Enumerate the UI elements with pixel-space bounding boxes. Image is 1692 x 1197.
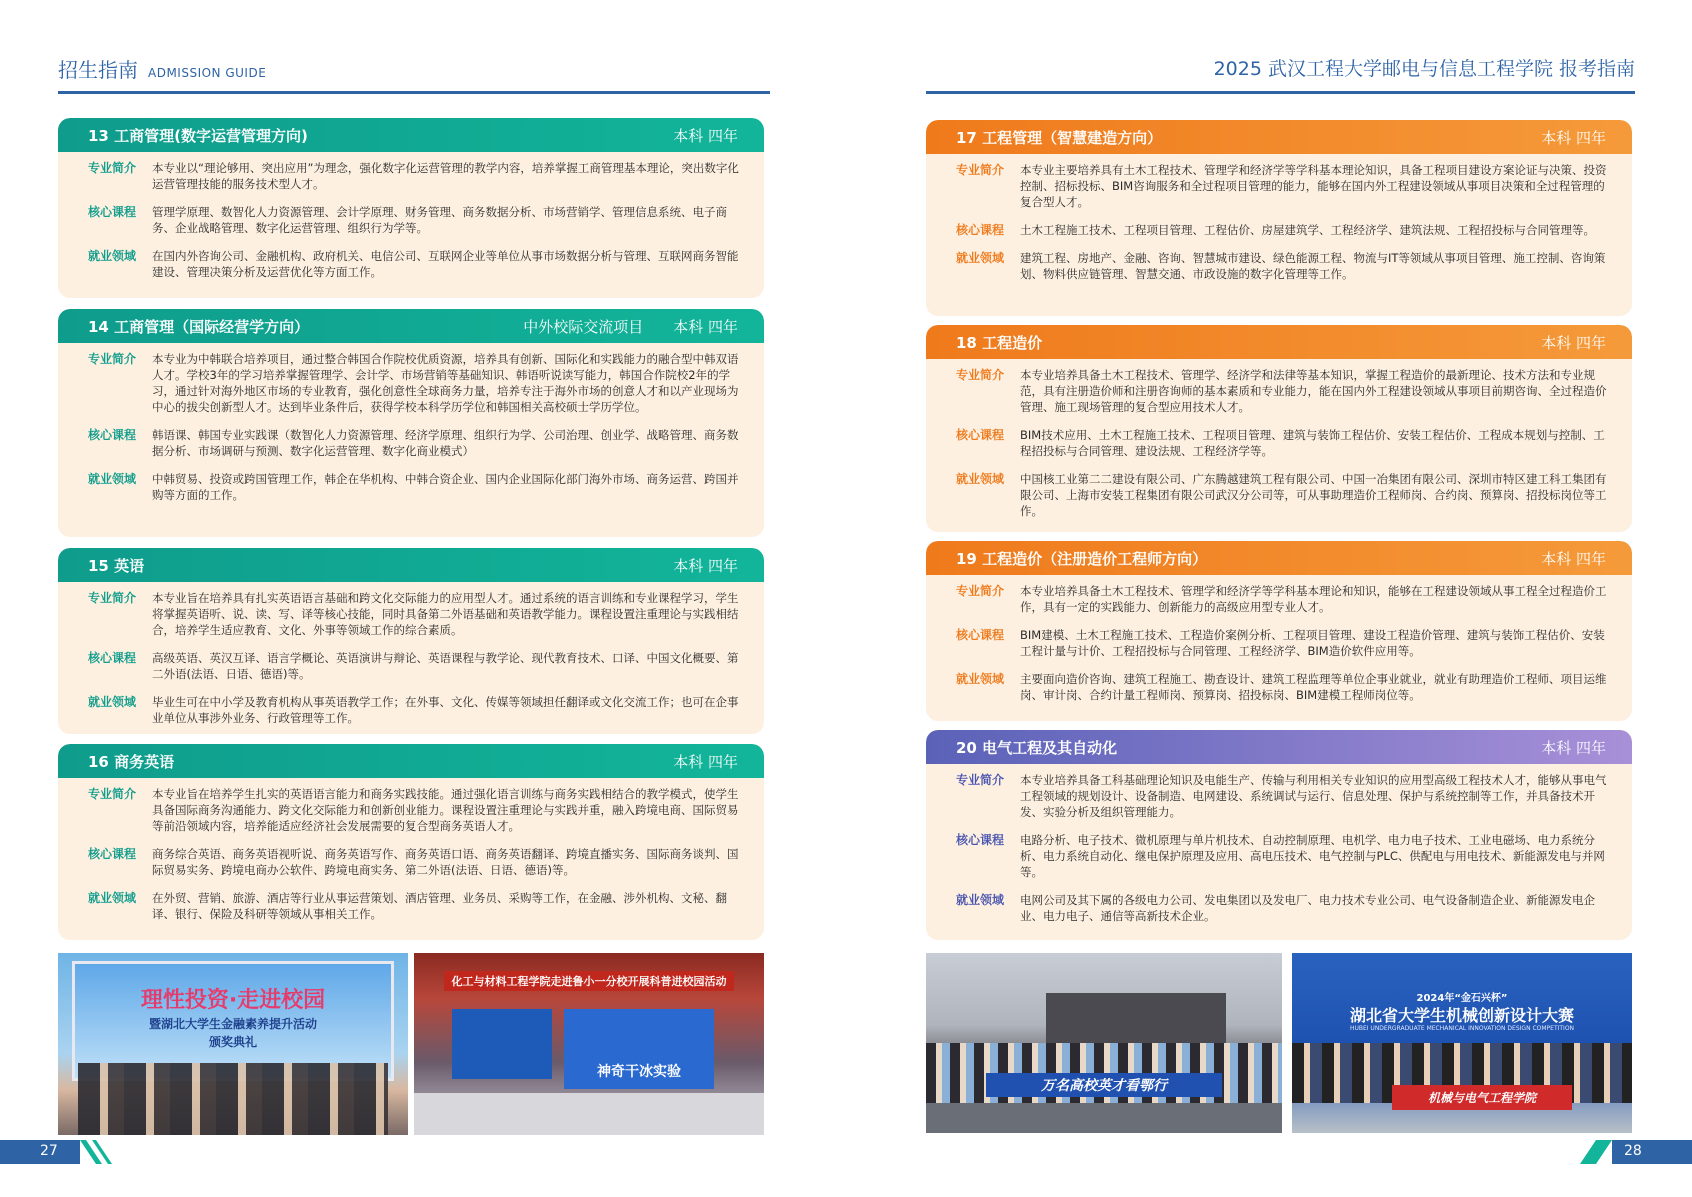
career-row xyxy=(88,694,740,726)
courses-text: BIM技术应用、土木工程施工技术、工程项目管理、建筑与装饰工程估价、安装工程估价、工程成本规划与控制、工程招投标与合同管理、建设法规、工程经济学等。 xyxy=(1020,428,1605,458)
left-header-title: 招生指南 xyxy=(58,58,138,82)
intro-label: 专业简介 xyxy=(88,161,137,175)
intro-text: 本专业主要培养具有土木工程技术、管理学和经济学等学科基本理论知识，具备工程项目建设方案论证与决策、投资控制、招标投标、BIM咨询服务和全过程项目管理的能力，能够在国内外工程建设领域从事项目决策和全过程管理的复合型人才。 xyxy=(1020,163,1607,209)
career-label: 就业领域 xyxy=(88,695,137,709)
career-text: 电网公司及其下属的各级电力公司、发电集团以及发电厂、电力技术专业公司、电气设备制造企业、新能源发电企业、电力电子、通信等高新技术企业。 xyxy=(1020,893,1595,923)
major-level: 本科 四年 xyxy=(673,126,738,145)
intro-text: 本专业旨在培养具有扎实英语语言基础和跨文化交际能力的应用型人才。通过系统的语言训练和专业课程学习，学生将掌握英语听、说、读、写、译等核心技能，同时具备第二外语基础和英语教学能力。课程设置注重理论与实践相结合，培养学生适应教育、文化、外事等领域工作的综合素质。 xyxy=(152,591,739,637)
courses-label: 核心课程 xyxy=(956,628,1005,642)
major-level: 本科 四年 xyxy=(673,752,738,771)
intro-row xyxy=(956,162,1608,210)
intro-text: 本专业为中韩联合培养项目，通过整合韩国合作院校优质资源，培养具有创新、国际化和实践能力的融合型中韩双语人才。学校3年的学习培养掌握管理学、会计学、市场营销等基础知识、韩语听说读写能力，韩国合作院校2年的学习，通过针对海外地区市场的专业教育，强化创意性全球商务力量，培养专注于海外市场的创意人才和以产业现场为中心的拔尖创新型人才。达到毕业条件后，获得学校本科学历学位和韩国相关高校硕士学历学位。 xyxy=(152,352,739,414)
event-photo-competition xyxy=(1292,953,1632,1133)
intro-text: 本专业培养具备土木工程技术、管理学和经济学等学科基本理论和知识，能够在工程建设领域从事工程全过程造价工作，具有一定的实践能力、创新能力的高级应用型专业人才。 xyxy=(1020,584,1607,614)
courses-row xyxy=(956,222,1608,238)
career-label: 就业领域 xyxy=(956,251,1005,265)
courses-text: 电路分析、电子技术、微机原理与单片机技术、自动控制原理、电机学、电力电子技术、工业电磁场、电力系统分析、电力系统自动化、继电保护原理及应用、高电压技术、电气控制与PLC、供配电与用电技术、新能源发电与并网等。 xyxy=(1020,833,1605,879)
career-row xyxy=(956,892,1608,924)
major-title-bar xyxy=(58,548,764,582)
intro-row xyxy=(88,590,740,638)
major-program-tag: 中外校际交流项目 xyxy=(523,317,644,336)
intro-text: 本专业培养具备土木工程技术、管理学、经济学和法律等基本知识，掌握工程造价的最新理论、技术方法和专业规范，具有注册造价师和注册咨询师的基本素质和专业能力，能在国内外工程建设领域从事项目前期咨询、全过程造价管理、施工现场管理的复合型应用技术人才。 xyxy=(1020,368,1607,414)
right-header-title: 2025 武汉工程大学邮电与信息工程学院 报考指南 xyxy=(1213,58,1635,80)
courses-row xyxy=(956,627,1608,659)
intro-row xyxy=(88,351,740,415)
courses-row xyxy=(88,427,740,459)
intro-label: 专业简介 xyxy=(88,352,137,366)
intro-row xyxy=(956,367,1608,415)
major-title-bar xyxy=(926,730,1632,764)
career-row xyxy=(956,250,1608,282)
courses-label: 核心课程 xyxy=(956,833,1005,847)
right-page xyxy=(846,0,1692,1197)
page-number-right: 28 xyxy=(1624,1143,1642,1159)
left-header-subtitle: ADMISSION GUIDE xyxy=(148,66,267,80)
major-level: 本科 四年 xyxy=(1541,333,1606,352)
major-title: 14 工商管理（国际经营学方向） xyxy=(88,317,310,336)
intro-label: 专业简介 xyxy=(956,163,1005,177)
career-label: 就业领域 xyxy=(88,472,137,486)
career-row xyxy=(88,471,740,503)
career-text: 主要面向造价咨询、建筑工程施工、勘查设计、建筑工程监理等单位企事业就业，就业有助理造价工程师、项目运维岗、审计岗、合约计量工程师岗、预算岗、招投标岗、BIM建模工程师岗位等。 xyxy=(1020,672,1607,702)
courses-label: 核心课程 xyxy=(956,223,1005,237)
intro-text: 本专业以“理论够用、突出应用”为理念，强化数字化运营管理的教学内容，培养掌握工商管理基本理论，突出数字化运营管理技能的服务技术型人才。 xyxy=(152,161,739,191)
courses-text: 商务综合英语、商务英语视听说、商务英语写作、商务英语口语、商务英语翻译、跨境直播实务、国际商务谈判、国际贸易实务、跨境电商办公软件、跨境电商实务、第二外语(法语、日语、德语)等。 xyxy=(152,847,739,877)
career-label: 就业领域 xyxy=(88,891,137,905)
career-text: 建筑工程、房地产、金融、咨询、智慧城市建设、绿色能源工程、物流与IT等领域从事项目管理、施工控制、咨询策划、物料供应链管理、智慧交通、市政设施的数字化管理等工作。 xyxy=(1020,251,1606,281)
career-label: 就业领域 xyxy=(956,472,1005,486)
career-text: 毕业生可在中小学及教育机构从事英语教学工作；在外事、文化、传媒等领域担任翻译或文化交流工作；也可在企事业单位从事涉外业务、行政管理等工作。 xyxy=(152,695,739,725)
photo-flag: 机械与电气工程学院 xyxy=(1392,1085,1572,1110)
major-title-bar xyxy=(926,120,1632,154)
page-number-left: 27 xyxy=(40,1143,58,1159)
career-row xyxy=(956,671,1608,703)
major-title: 20 电气工程及其自动化 xyxy=(956,738,1118,757)
event-photo-finance xyxy=(58,953,408,1135)
intro-label: 专业简介 xyxy=(956,773,1005,787)
courses-text: 韩语课、韩国专业实践课（数智化人力资源管理、经济学原理、组织行为学、公司治理、创业学、战略管理、商务数据分析、市场调研与预测、数字化运营管理、数字化商业模式） xyxy=(152,428,739,458)
photo-banner: 万名高校英才看鄂行 xyxy=(986,1073,1222,1097)
major-title: 15 英语 xyxy=(88,556,145,575)
courses-row xyxy=(88,846,740,878)
intro-row xyxy=(956,583,1608,615)
career-text: 在国内外咨询公司、金融机构、政府机关、电信公司、互联网企业等单位从事市场数据分析与管理、互联网商务智能建设、管理决策分析及运营优化等方面工作。 xyxy=(152,249,739,279)
intro-row xyxy=(88,786,740,834)
intro-text: 本专业旨在培养学生扎实的英语语言能力和商务实践技能。通过强化语言训练与商务实践相结合的教学模式，使学生具备国际商务沟通能力、跨文化交际能力和创新创业能力。课程设置注重理论与实践并重，融入跨境电商、国际贸易等前沿领域内容，培养能适应经济社会发展需要的复合型商务英语人才。 xyxy=(152,787,739,833)
photo-banner: 化工与材料工程学院走进鲁小一分校开展科普进校园活动 xyxy=(444,971,734,991)
major-title: 13 工商管理(数字运营管理方向) xyxy=(88,126,308,145)
major-title-bar xyxy=(58,309,764,343)
intro-label: 专业简介 xyxy=(88,591,137,605)
photo-caption-main: 理性投资·走进校园 xyxy=(140,988,326,1013)
major-level: 本科 四年 xyxy=(1541,549,1606,568)
career-text: 在外贸、营销、旅游、酒店等行业从事运营策划、酒店管理、业务员、采购等工作，在金融、涉外机构、文秘、翻译、银行、保险及科研等领域从事相关工作。 xyxy=(152,891,727,921)
photo-caption-sub: 暨湖北大学生金融素养提升活动 xyxy=(148,1017,317,1031)
right-page-header xyxy=(926,54,1635,94)
courses-label: 核心课程 xyxy=(88,428,137,442)
major-title-bar xyxy=(58,744,764,778)
intro-row xyxy=(88,160,740,192)
courses-label: 核心课程 xyxy=(956,428,1005,442)
major-title: 19 工程造价（注册造价工程师方向） xyxy=(956,549,1208,568)
career-row xyxy=(88,890,740,922)
courses-text: 高级英语、英汉互译、语言学概论、英语演讲与辩论、英语课程与教学论、现代教育技术、口译、中国文化概要、第二外语(法语、日语、德语)等。 xyxy=(152,651,739,681)
left-page-header xyxy=(58,54,770,94)
intro-label: 专业简介 xyxy=(956,584,1005,598)
intro-row xyxy=(956,772,1608,820)
major-title: 16 商务英语 xyxy=(88,752,175,771)
major-title: 17 工程管理（智慧建造方向） xyxy=(956,128,1163,147)
career-row xyxy=(956,471,1608,519)
major-card-14 xyxy=(58,309,764,537)
major-card-20 xyxy=(926,730,1632,940)
event-photo-group-visit xyxy=(926,953,1282,1133)
major-level: 本科 四年 xyxy=(1541,738,1606,757)
photo-caption-main: 湖北省大学生机械创新设计大赛 xyxy=(1349,1006,1574,1025)
major-card-19 xyxy=(926,541,1632,721)
courses-label: 核心课程 xyxy=(88,205,137,219)
major-title-bar xyxy=(58,118,764,152)
major-title-bar xyxy=(926,541,1632,575)
courses-text: 管理学原理、数智化人力资源管理、会计学原理、财务管理、商务数据分析、市场营销学、管理信息系统、电子商务、企业战略管理、数字化运营管理、组织行为学等。 xyxy=(152,205,727,235)
career-label: 就业领域 xyxy=(956,672,1005,686)
career-label: 就业领域 xyxy=(956,893,1005,907)
major-title-bar xyxy=(926,325,1632,359)
major-level: 本科 四年 xyxy=(673,317,738,336)
courses-row xyxy=(956,832,1608,880)
photo-caption-sub2: 颁奖典礼 xyxy=(208,1035,257,1049)
courses-row xyxy=(88,204,740,236)
photo-caption-year: 2024年“金石兴杯” xyxy=(1416,993,1508,1004)
courses-text: BIM建模、土木工程施工技术、工程造价案例分析、工程项目管理、建设工程造价管理、建筑与装饰工程估价、安装工程计量与计价、工程招投标与合同管理、工程经济学、BIM造价软件应用等。 xyxy=(1020,628,1605,658)
courses-row xyxy=(956,427,1608,459)
major-card-18 xyxy=(926,325,1632,532)
courses-row xyxy=(88,650,740,682)
photo-screen-text: 神奇干冰实验 xyxy=(597,1064,681,1080)
career-row xyxy=(88,248,740,280)
major-card-16 xyxy=(58,744,764,940)
page-number-shape-left xyxy=(0,1140,120,1164)
major-title: 18 工程造价 xyxy=(956,333,1043,352)
career-label: 就业领域 xyxy=(88,249,137,263)
photo-caption-en: HUBEI UNDERGRADUATE MECHANICAL INNOVATION DESIGN COMPETITION xyxy=(1349,1025,1575,1032)
intro-text: 本专业培养具备工科基础理论知识及电能生产、传输与利用相关专业知识的应用型高级工程技术人才，能够从事电气工程领域的规划设计、设备制造、电网建设、系统调试与运行、信息处理、保护与系统控制等工作，并具备技术开发、实验分析及组织管理能力。 xyxy=(1020,773,1607,819)
major-card-17 xyxy=(926,120,1632,316)
event-photo-science xyxy=(414,953,764,1135)
major-level: 本科 四年 xyxy=(673,556,738,575)
intro-label: 专业简介 xyxy=(88,787,137,801)
career-text: 中韩贸易、投资或跨国管理工作，韩企在华机构、中韩合资企业、国内企业国际化部门海外市场、商务运营、跨国并购等方面的工作。 xyxy=(152,472,739,502)
courses-label: 核心课程 xyxy=(88,651,137,665)
courses-label: 核心课程 xyxy=(88,847,137,861)
intro-label: 专业简介 xyxy=(956,368,1005,382)
courses-text: 土木工程施工技术、工程项目管理、工程估价、房屋建筑学、工程经济学、建筑法规、工程招投标与合同管理等。 xyxy=(1020,223,1595,237)
major-card-13 xyxy=(58,118,764,298)
major-card-15 xyxy=(58,548,764,734)
major-level: 本科 四年 xyxy=(1541,128,1606,147)
career-text: 中国核工业第二二建设有限公司、广东腾越建筑工程有限公司、中国一冶集团有限公司、深圳市特区建工科工集团有限公司、上海市安装工程集团有限公司武汉分公司等，可从事助理造价工程师岗、合约岗、预算岗、招投标岗位等工作。 xyxy=(1020,472,1607,518)
